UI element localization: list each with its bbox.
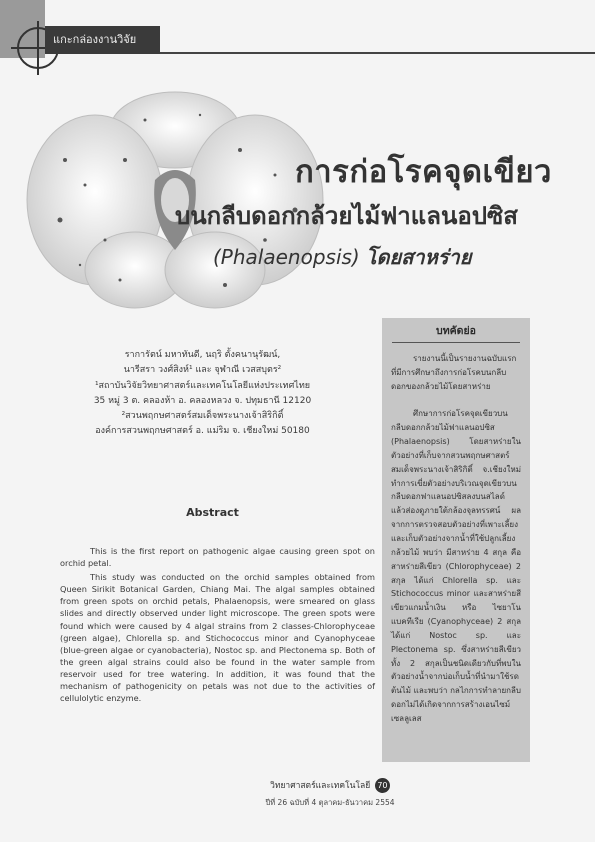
thai-abstract-paragraph: ศึกษาการก่อโรคจุดเขียวบนกลีบดอกกล้วยไม้ฟาแลนอปซิส (Phalaenopsis) โดยสาหร่ายในตัวอย่างที่เก็บจากสวนพฤกษศาสตร์สมเด็จพระนางเจ้าสิริกิติ์ จ.เชียงใหม่ ทำการเขี่ยตัวอย่างบริเวณจุดเขียวบนกลีบดอกฟาแลนอปซิสลงบนสไลด์ แล้วส่องดูภายใต้กล้องจุลทรรศน์ ผลจากการตรวจสอบตัวอย่างที่เพาะเลี้ยงและเก็บตัวอย่างจากน้ำที่ใช้ปลูกเลี้ยงกล้วยไม้ พบว่า มีสาหร่าย 4 สกุล คือ สาหร่ายสีเขียว (Chlorophyceae) 2 สกุล ได้แก่ Chlorella sp. และ Stichococcus minor และสาหร่ายสีเขียวแกมน้ำเงิน หรือ ไซยาโนแบคทีเรีย (Cyanophyceae) 2 สกุล ได้แก่ Nostoc sp. และ Plectonema sp. ซึ่งสาหร่ายสีเขียวทั้ง 2 สกุลเป็นชนิดเดียวกับที่พบในตัวอย่างน้ำจากบ่อเก็บน้ำที่นำมาใช้รดต้นไม้ และพบว่า กลไกการทำลายกลีบดอกไม่ได้เกิดจากการสร้างเอนไซม์เซลลูเลส: [391, 409, 521, 723]
thai-abstract-paragraph: รายงานนี้เป็นรายงานฉบับแรกที่มีการศึกษาถึงการก่อโรคบนกลีบดอกของกล้วยไม้โดยสาหร่าย: [391, 354, 517, 391]
thai-abstract-heading: บทคัดย่อ: [436, 325, 476, 337]
header-rule: [160, 52, 595, 54]
abstract-paragraph: This is the first report on pathogenic algae causing green spot on orchid petal.: [60, 546, 375, 569]
thai-abstract-panel: [382, 318, 530, 762]
abstract-heading: Abstract: [186, 506, 239, 519]
abstract-body: [60, 545, 375, 706]
article-title-line-1: การก่อโรคจุดเขียว: [295, 154, 552, 190]
title-latin-name: (Phalaenopsis): [213, 245, 360, 269]
author-block: [30, 348, 375, 440]
article-title-line-3: [213, 241, 471, 273]
affiliation-line: องค์การสวนพฤกษศาสตร์ อ. แม่ริม จ. เชียงใหม่ 50180: [95, 426, 310, 437]
title-thai-suffix: โดยสาหร่าย: [365, 245, 472, 269]
journal-name: วิทยาศาสตร์และเทคโนโลยี: [270, 781, 371, 791]
affiliation-line: ²สวนพฤกษศาสตร์สมเด็จพระนางเจ้าสิริกิติ์: [121, 411, 284, 422]
abstract-paragraph: This study was conducted on the orchid samples obtained from Queen Sirikit Botanical Garden, Chiang Mai. The algal samples obtained from green spots on orchid petals, Phalaenopsis, were smeared on glass slides and directly observed under light microscope. The green spots were found which were caused by 4 algal strains from 2 classes-Chlorophyceae (green algae), Chlorella sp. and Stichococcus minor and Cyanophyceae (blue-green algae or cyanobacteria), Nostoc sp. and Plectonema sp. Both of the green algal strains could also be found in the water sample from reservoir used for tree watering. In addition, it was found that the mechanism of pathogenicity on petals was not due to the activities of cellulolytic enzyme.: [60, 572, 375, 704]
author-line: นารีสรา วงศ์สิงห์¹ และ จุฬาณี เวสสบุตร²: [123, 365, 282, 376]
journal-issue: ปีที่ 26 ฉบับที่ 4 ตุลาคม-ธันวาคม 2554: [265, 798, 395, 807]
thai-abstract-body: [391, 352, 521, 740]
page-number: 70: [375, 778, 390, 793]
thai-abstract-rule: [392, 342, 520, 343]
journal-footer: [250, 778, 410, 793]
affiliation-line: ¹สถาบันวิจัยวิทยาศาสตร์และเทคโนโลยีแห่งประเทศไทย: [94, 380, 311, 391]
article-title-line-2: บนกลีบดอกกล้วยไม้ฟาแลนอปซิส: [175, 202, 518, 230]
affiliation-line: 35 หมู่ 3 ต. คลองห้า อ. คลองหลวง จ. ปทุมธานี 12120: [93, 395, 312, 406]
section-tab: แกะกล่องงานวิจัย: [45, 26, 160, 54]
author-line: ราการัตน์ มหาทันดี, นฤริ ตั้งคนานุรัฒน์,: [124, 350, 281, 360]
